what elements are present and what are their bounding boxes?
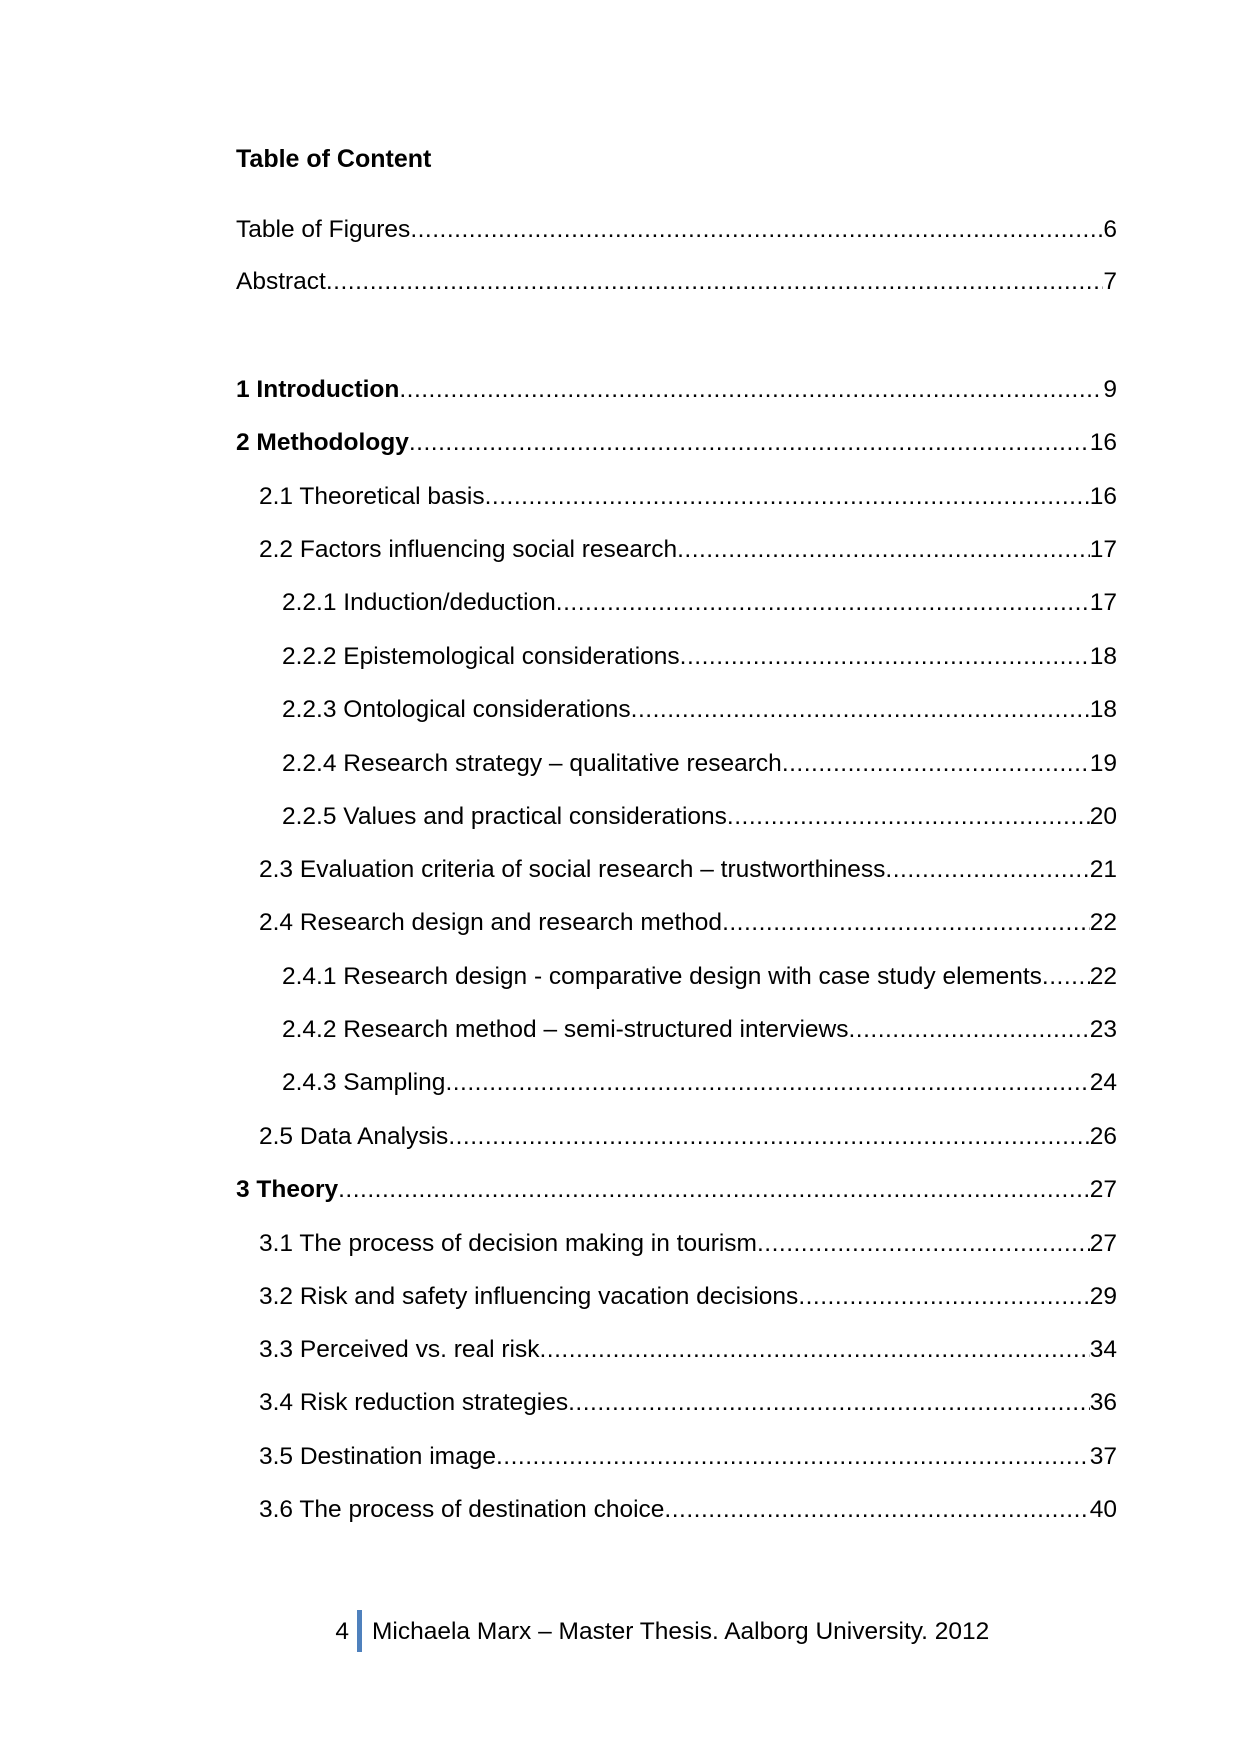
toc-entry-page: 27: [1089, 1176, 1117, 1203]
toc-entry-label: 3.3 Perceived vs. real risk: [259, 1336, 540, 1363]
toc-dot-leader: [485, 481, 1090, 513]
toc-dot-leader: [680, 641, 1090, 673]
toc-entry-label: 2.2.3 Ontological considerations: [282, 696, 631, 723]
toc-entry-3-5[interactable]: [259, 1441, 1117, 1473]
toc-entry-page: 16: [1089, 483, 1117, 510]
toc-dot-leader: [556, 587, 1090, 619]
toc-entry-page: 16: [1089, 429, 1117, 456]
toc-entry-label: 2.5 Data Analysis: [259, 1123, 449, 1150]
toc-entry-2-2[interactable]: [259, 534, 1117, 566]
toc-entry-page: 22: [1089, 963, 1117, 990]
toc-entry-page: 17: [1089, 589, 1117, 616]
toc-entry-2-5[interactable]: [259, 1121, 1117, 1153]
toc-entry-label: 2 Methodology: [236, 429, 409, 456]
toc-dot-leader: [326, 266, 1103, 298]
toc-entry-page: 24: [1089, 1069, 1117, 1096]
toc-entry-label: 2.4 Research design and research method: [259, 909, 723, 936]
toc-entry-page: 19: [1089, 750, 1117, 777]
toc-entry-label: 1 Introduction: [236, 376, 400, 403]
toc-entry-page: 34: [1089, 1336, 1117, 1363]
toc-entry-page: 17: [1089, 536, 1117, 563]
toc-entry-2-3[interactable]: [259, 854, 1117, 886]
toc-dot-leader: [757, 1228, 1090, 1260]
toc-entry-2-4-2[interactable]: [282, 1014, 1117, 1046]
toc-entry-3-4[interactable]: [259, 1387, 1117, 1419]
toc-entry-introduction[interactable]: [236, 374, 1117, 406]
toc-dot-leader: [727, 801, 1090, 833]
toc-entry-label: 2.2.4 Research strategy – qualitative research: [282, 750, 782, 777]
toc-entry-label: 3.5 Destination image: [259, 1443, 496, 1470]
toc-entry-label: Abstract: [236, 268, 326, 295]
toc-entry-page: 22: [1089, 909, 1117, 936]
footer-accent-bar: [357, 1610, 362, 1652]
toc-entry-label: 2.2 Factors influencing social research: [259, 536, 678, 563]
toc-dot-leader: [798, 1281, 1089, 1313]
toc-entry-page: 20: [1089, 803, 1117, 830]
toc-entry-label: 2.4.3 Sampling: [282, 1069, 446, 1096]
footer-text: Michaela Marx – Master Thesis. Aalborg University. 2012: [372, 1618, 990, 1645]
toc-entry-2-1[interactable]: [259, 481, 1117, 513]
toc-entry-page: 37: [1089, 1443, 1117, 1470]
toc-entry-label: 2.2.2 Epistemological considerations: [282, 643, 680, 670]
toc-heading: Table of Content: [236, 145, 432, 173]
toc-dot-leader: [410, 214, 1103, 246]
toc-entry-page: 21: [1089, 856, 1117, 883]
toc-entry-page: 29: [1089, 1283, 1117, 1310]
toc-dot-leader: [399, 374, 1103, 406]
toc-entry-2-2-2[interactable]: [282, 641, 1117, 673]
toc-entry-page: 7: [1103, 268, 1117, 295]
toc-entry-page: 40: [1089, 1496, 1117, 1523]
toc-entry-label: 2.4.2 Research method – semi-structured interviews: [282, 1016, 849, 1043]
toc-entry-methodology[interactable]: [236, 427, 1117, 459]
footer-page-number: 4: [335, 1618, 349, 1645]
toc-entry-label: 2.3 Evaluation criteria of social research – trustworthiness: [259, 856, 886, 883]
toc-entry-3-2[interactable]: [259, 1281, 1117, 1313]
toc-dot-leader: [664, 1494, 1089, 1526]
toc-entry-2-2-4[interactable]: [282, 748, 1117, 780]
toc-entry-page: 6: [1103, 216, 1117, 243]
toc-entry-label: 3.6 The process of destination choice: [259, 1496, 665, 1523]
toc-dot-leader: [677, 534, 1090, 566]
toc-dot-leader: [631, 694, 1090, 726]
toc-entry-theory[interactable]: [236, 1174, 1117, 1206]
toc-entry-page: 36: [1089, 1389, 1117, 1416]
toc-dot-leader: [448, 1121, 1089, 1153]
toc-entry-label: Table of Figures: [236, 216, 411, 243]
toc-entry-3-3[interactable]: [259, 1334, 1117, 1366]
toc-dot-leader: [445, 1067, 1089, 1099]
toc-entry-label: 3.1 The process of decision making in tourism: [259, 1230, 757, 1257]
toc-entry-2-4-3[interactable]: [282, 1067, 1117, 1099]
toc-entry-label: 3.2 Risk and safety influencing vacation decisions: [259, 1283, 799, 1310]
toc-dot-leader: [568, 1387, 1090, 1419]
toc-dot-leader: [496, 1441, 1090, 1473]
toc-entry-2-2-3[interactable]: [282, 694, 1117, 726]
toc-dot-leader: [782, 748, 1090, 780]
toc-entry-page: 26: [1089, 1123, 1117, 1150]
toc-entry-table-of-figures[interactable]: [236, 214, 1117, 246]
page-footer: [0, 1610, 1241, 1654]
toc-entry-page: 23: [1089, 1016, 1117, 1043]
toc-entry-label: 2.4.1 Research design - comparative design with case study elements: [282, 963, 1042, 990]
toc-entry-label: 2.1 Theoretical basis: [259, 483, 485, 510]
toc-dot-leader: [409, 427, 1090, 459]
toc-dot-leader: [1042, 961, 1090, 993]
toc-entry-abstract[interactable]: [236, 266, 1117, 298]
toc-entry-label: 3 Theory: [236, 1176, 339, 1203]
toc-entry-label: 3.4 Risk reduction strategies: [259, 1389, 569, 1416]
toc-dot-leader: [885, 854, 1089, 886]
toc-entry-label: 2.2.5 Values and practical considerations: [282, 803, 727, 830]
toc-entry-3-1[interactable]: [259, 1228, 1117, 1260]
toc-dot-leader: [722, 907, 1090, 939]
toc-dot-leader: [848, 1014, 1089, 1046]
toc-entry-2-2-5[interactable]: [282, 801, 1117, 833]
toc-entry-page: 18: [1089, 643, 1117, 670]
toc-entry-2-2-1[interactable]: [282, 587, 1117, 619]
toc-entry-label: 2.2.1 Induction/deduction: [282, 589, 556, 616]
toc-entry-2-4-1[interactable]: [282, 961, 1117, 993]
toc-entry-2-4[interactable]: [259, 907, 1117, 939]
toc-entry-3-6[interactable]: [259, 1494, 1117, 1526]
toc-dot-leader: [540, 1334, 1090, 1366]
toc-entry-page: 27: [1089, 1230, 1117, 1257]
toc-entry-page: 9: [1103, 376, 1117, 403]
toc-dot-leader: [338, 1174, 1090, 1206]
toc-entry-page: 18: [1089, 696, 1117, 723]
